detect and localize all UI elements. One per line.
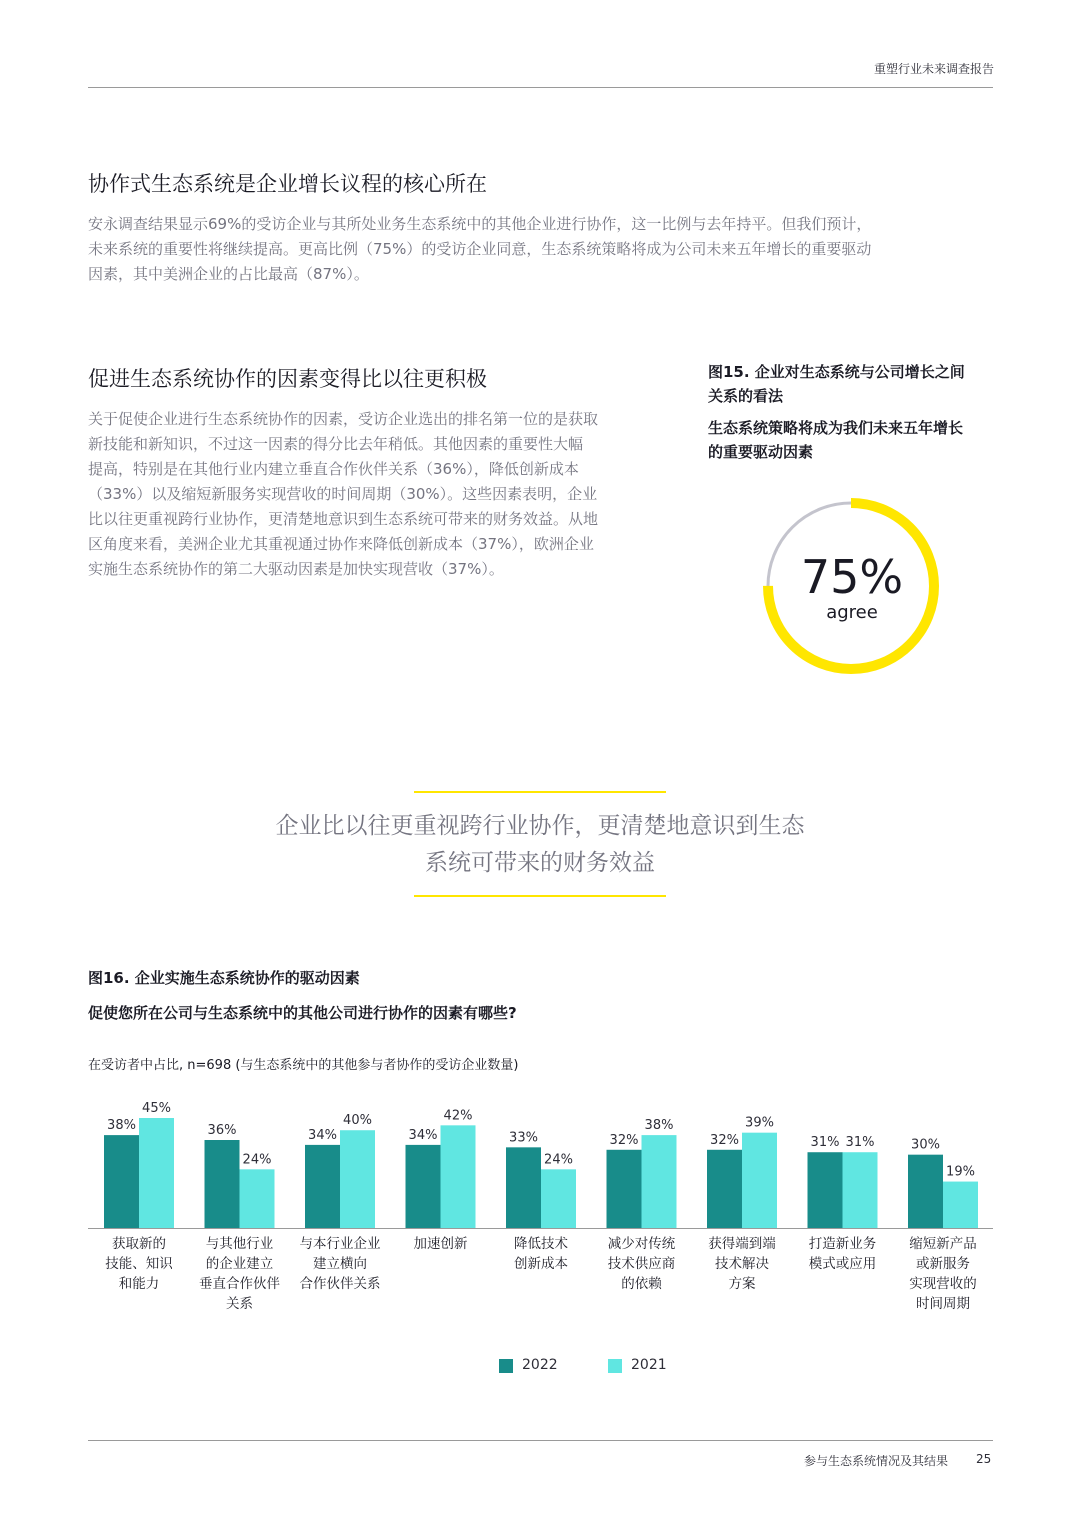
legend-swatch-2021 xyxy=(608,1359,622,1373)
data-label-2022-8: 30% xyxy=(911,1137,940,1153)
category-label-line: 获得端到端 xyxy=(708,1236,776,1252)
category-label-3 xyxy=(393,1234,489,1254)
paragraph-line: 安永调查结果显示69%的受访企业与其所处业务生态系统中的其他企业进行协作，这一比例与去年持平。但我们预计， xyxy=(88,215,872,233)
data-label-2021-6: 39% xyxy=(745,1115,774,1131)
category-label-line: 降低技术 xyxy=(514,1236,568,1252)
category-label-line: 方案 xyxy=(728,1276,756,1292)
paragraph-line: 新技能和新知识，不过这一因素的得分比去年稍低。其他因素的重要性大幅 xyxy=(88,435,584,453)
category-label-line: 合作伙伴关系 xyxy=(299,1276,381,1292)
category-label-8 xyxy=(895,1234,991,1314)
bar-2022-4 xyxy=(506,1147,541,1228)
data-label-2021-8: 19% xyxy=(946,1164,975,1180)
bar-2021-5 xyxy=(642,1135,677,1228)
pull-quote-line: 企业比以往更重视跨行业协作，更清楚地意识到生态 xyxy=(275,813,805,839)
data-label-2021-2: 40% xyxy=(343,1113,372,1129)
figure15-title-line: 图15. 企业对生态系统与公司增长之间 xyxy=(708,363,965,381)
figure16-note: 在受访者中占比, n=698 (与生态系统中的其他参与者协作的受访企业数量) xyxy=(88,1058,519,1073)
figure16-title: 图16. 企业实施生态系统协作的驱动因素 xyxy=(88,969,360,987)
section1-paragraph xyxy=(88,212,998,287)
donut-value: 75% xyxy=(800,550,904,604)
legend-label-2022: 2022 xyxy=(522,1357,558,1373)
category-label-line: 减少对传统 xyxy=(607,1236,676,1252)
category-label-4 xyxy=(493,1234,589,1274)
data-label-2021-7: 31% xyxy=(845,1135,875,1151)
category-label-line: 与本行业企业 xyxy=(299,1236,381,1252)
bar-2022-5 xyxy=(607,1150,642,1228)
data-label-2021-1: 24% xyxy=(242,1152,272,1168)
bar-2021-7 xyxy=(843,1152,878,1228)
bar-2022-2 xyxy=(305,1145,340,1228)
category-label-7 xyxy=(795,1234,891,1274)
bar-2021-0 xyxy=(139,1118,174,1228)
category-label-line: 技能、知识 xyxy=(105,1256,173,1272)
figure15-subtitle-line: 生态系统策略将成为我们未来五年增长 xyxy=(708,419,964,437)
header-divider xyxy=(88,87,993,88)
data-label-2021-5: 38% xyxy=(644,1118,674,1134)
category-label-line: 获取新的 xyxy=(112,1236,166,1252)
legend-swatch-2022 xyxy=(499,1359,513,1373)
paragraph-line: 因素，其中美洲企业的占比最高（87%）。 xyxy=(88,265,369,283)
bar-2022-8 xyxy=(908,1155,943,1228)
section1-heading: 协作式生态系统是企业增长议程的核心所在 xyxy=(88,172,487,196)
category-label-6 xyxy=(694,1234,790,1294)
legend-label-2021: 2021 xyxy=(631,1357,667,1373)
paragraph-line: 比以往更重视跨行业协作，更清楚地意识到生态系统可带来的财务效益。从地 xyxy=(88,510,599,528)
bar-2022-1 xyxy=(205,1140,240,1228)
category-label-line: 的企业建立 xyxy=(205,1256,274,1272)
bar-2022-0 xyxy=(104,1135,139,1228)
category-label-line: 或新服务 xyxy=(916,1256,970,1272)
bar-2021-8 xyxy=(943,1182,978,1228)
data-label-2022-6: 32% xyxy=(710,1132,739,1148)
category-label-line: 打造新业务 xyxy=(808,1236,877,1252)
category-label-line: 的依赖 xyxy=(621,1276,662,1292)
category-label-line: 模式或应用 xyxy=(808,1256,877,1272)
category-label-line: 实现营收的 xyxy=(909,1276,977,1292)
data-label-2022-3: 34% xyxy=(408,1127,438,1143)
data-label-2022-7: 31% xyxy=(810,1135,840,1151)
data-label-2022-0: 38% xyxy=(107,1118,136,1134)
pull-quote-line: 系统可带来的财务效益 xyxy=(425,850,655,876)
paragraph-line: 关于促使企业进行生态系统协作的因素，受访企业选出的排名第一位的是获取 xyxy=(88,410,599,428)
category-label-line: 与其他行业 xyxy=(205,1236,274,1252)
category-label-line: 缩短新产品 xyxy=(909,1236,977,1252)
category-label-line: 技术供应商 xyxy=(607,1256,676,1272)
category-label-2 xyxy=(292,1234,388,1294)
data-label-2022-4: 33% xyxy=(509,1130,538,1146)
data-label-2021-4: 24% xyxy=(544,1152,573,1168)
pull-quote xyxy=(190,808,890,882)
bar-chart xyxy=(88,1090,998,1232)
footer-section-title: 参与生态系统情况及其结果 xyxy=(804,1454,949,1468)
figure15-title-line: 关系的看法 xyxy=(708,387,784,405)
bar-2022-7 xyxy=(808,1152,843,1228)
section2-paragraph xyxy=(88,407,688,582)
paragraph-line: 未来系统的重要性将继续提高。更高比例（75%）的受访企业同意，生态系统策略将成为公司未来五年增长的重要驱动 xyxy=(88,240,872,258)
donut-label: agree xyxy=(826,602,878,623)
category-labels xyxy=(88,1234,998,1324)
data-label-2022-5: 32% xyxy=(609,1132,639,1148)
category-label-line: 关系 xyxy=(226,1296,253,1312)
bar-2021-4 xyxy=(541,1169,576,1228)
section2-heading: 促进生态系统协作的因素变得比以往更积极 xyxy=(88,367,487,391)
data-label-2022-1: 36% xyxy=(207,1123,237,1138)
bar-2021-1 xyxy=(240,1169,275,1228)
figure15-subtitle xyxy=(708,416,1028,464)
page-number: 25 xyxy=(976,1452,992,1466)
bar-2021-3 xyxy=(441,1125,476,1228)
category-label-1 xyxy=(192,1234,288,1314)
bar-2022-3 xyxy=(406,1145,441,1228)
category-label-line: 加速创新 xyxy=(413,1236,468,1252)
category-label-line: 创新成本 xyxy=(514,1256,568,1272)
bar-2022-6 xyxy=(707,1150,742,1228)
data-label-2021-0: 45% xyxy=(142,1101,171,1116)
paragraph-line: （33%）以及缩短新服务实现营收的时间周期（30%）。这些因素表明，企业 xyxy=(88,485,598,503)
paragraph-line: 区角度来看，美洲企业尤其重视通过协作来降低创新成本（37%），欧洲企业 xyxy=(88,535,594,553)
data-label-2022-2: 34% xyxy=(308,1127,337,1143)
category-label-line: 建立横向 xyxy=(313,1256,367,1272)
paragraph-line: 提高，特别是在其他行业内建立垂直合作伙伴关系（36%），降低创新成本 xyxy=(88,460,579,478)
paragraph-line: 实施生态系统协作的第二大驱动因素是加快实现营收（37%）。 xyxy=(88,560,504,578)
quote-bottom-rule xyxy=(414,895,666,897)
figure16-question: 促使您所在公司与生态系统中的其他公司进行协作的因素有哪些? xyxy=(88,1004,517,1022)
category-label-line: 和能力 xyxy=(118,1276,160,1292)
figure15-subtitle-line: 的重要驱动因素 xyxy=(708,443,814,461)
category-label-line: 时间周期 xyxy=(916,1296,970,1312)
figure15-title xyxy=(708,360,1028,408)
category-label-line: 垂直合作伙伴 xyxy=(199,1276,280,1292)
category-label-5 xyxy=(594,1234,690,1294)
category-label-0 xyxy=(91,1234,187,1294)
category-label-line: 技术解决 xyxy=(715,1256,769,1272)
footer-divider xyxy=(88,1440,993,1441)
data-label-2021-3: 42% xyxy=(443,1108,473,1124)
bar-2021-6 xyxy=(742,1133,777,1228)
report-title: 重塑行业未来调查报告 xyxy=(873,62,994,76)
bar-2021-2 xyxy=(340,1130,375,1228)
quote-top-rule xyxy=(414,791,666,793)
